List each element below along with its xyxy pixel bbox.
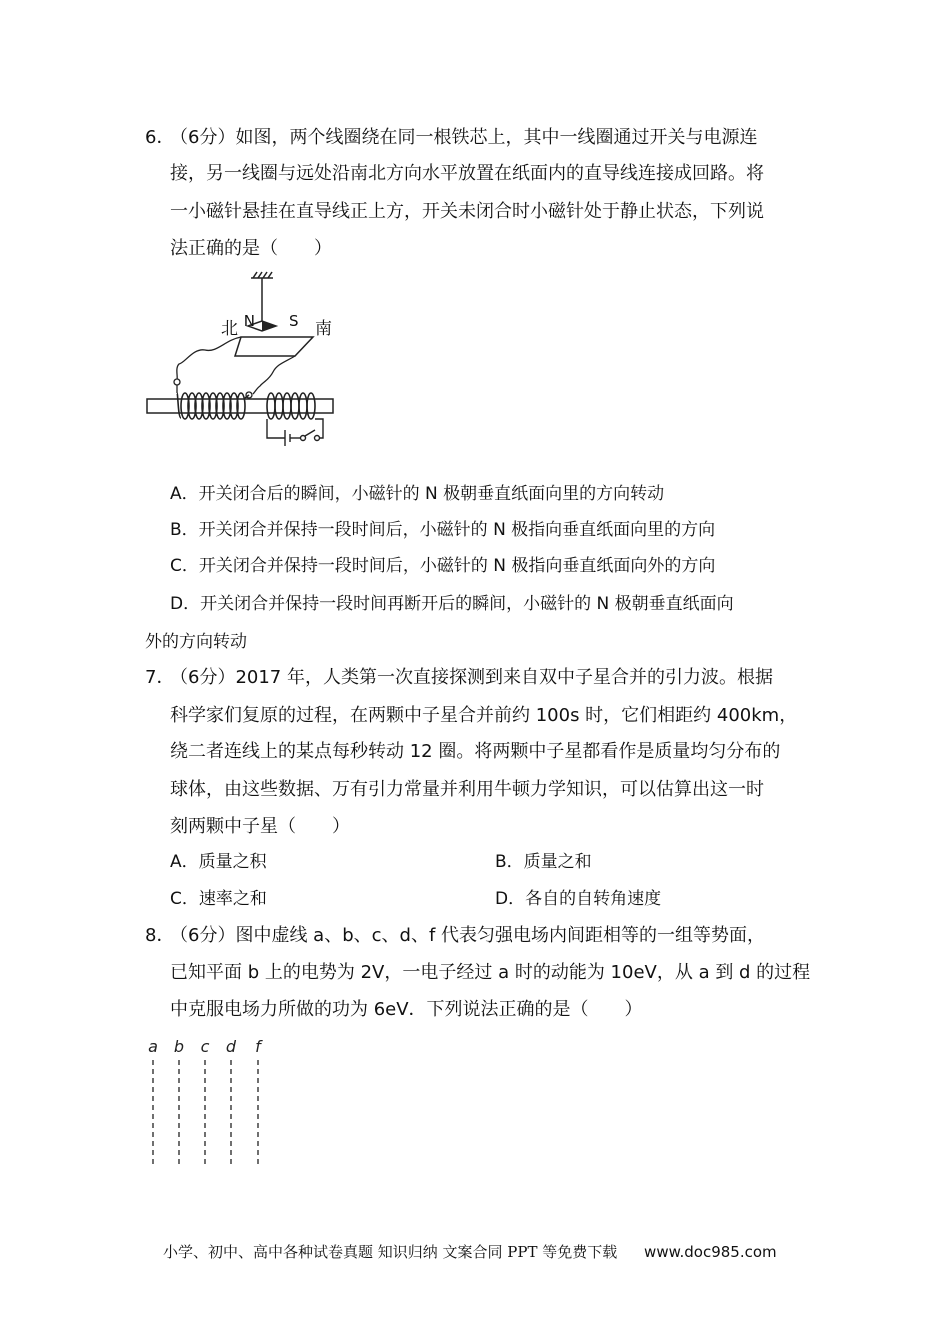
q7-option-b[interactable]: B．质量之和 <box>495 852 592 872</box>
footer-text: 小学、初中、高中各种试卷真题 知识归纳 文案合同 PPT 等免费下载 <box>163 1243 618 1261</box>
q8-line-2: 已知平面 b 上的电势为 2V，一电子经过 a 时的动能为 10eV，从 a 到 d 的过程 <box>170 962 811 983</box>
label-c: c <box>200 1037 210 1056</box>
q7-line-5: 刻两颗中子星（ ） <box>170 816 350 837</box>
q7-line-3: 绕二者连线上的某点每秒转动 12 圈。将两颗中子星都看作是质量均匀分布的 <box>170 741 781 762</box>
north-label: 北 <box>221 319 238 339</box>
battery-switch-circuit <box>267 419 323 446</box>
needle-s-label: S <box>289 312 299 330</box>
q7-option-c[interactable]: C．速率之和 <box>170 889 267 909</box>
q6-option-c[interactable]: C．开关闭合并保持一段时间后，小磁针的 N 极指向垂直纸面向外的方向 <box>170 556 716 576</box>
straight-wire <box>235 337 313 356</box>
q6-line-1: （6分）如图，两个线圈绕在同一根铁芯上，其中一线圈通过开关与电源连 <box>170 127 758 148</box>
q7-option-a[interactable]: A．质量之积 <box>170 852 267 872</box>
q6-option-d-continued: 外的方向转动 <box>145 632 247 652</box>
q6-line-3: 一小磁针悬挂在直导线正上方，开关未闭合时小磁针处于静止状态，下列说 <box>170 201 764 222</box>
ceiling-hatch <box>251 272 273 278</box>
q6-line-4: 法正确的是（ ） <box>170 238 332 259</box>
lead-wire-right <box>253 356 295 394</box>
iron-core <box>147 399 333 413</box>
south-label: 南 <box>315 319 332 339</box>
q6-option-d[interactable]: D．开关闭合并保持一段时间再断开后的瞬间，小磁针的 N 极朝垂直纸面向 <box>170 594 734 614</box>
q7-line-1: （6分）2017 年，人类第一次直接探测到来自双中子星合并的引力波。根据 <box>170 667 773 688</box>
q6-circuit-figure <box>145 268 345 458</box>
needle-n-label: N <box>243 312 255 330</box>
lead-wire-left <box>177 337 241 380</box>
q8-equipotential-figure <box>140 1036 280 1176</box>
right-coil <box>267 393 315 419</box>
footer-link[interactable]: www.doc985.com <box>644 1243 777 1261</box>
q8-number: 8． <box>145 925 175 946</box>
q6-line-2: 接，另一线圈与远处沿南北方向水平放置在纸面内的直导线连接成回路。将 <box>170 163 764 184</box>
q8-line-3: 中克服电场力所做的功为 6eV．下列说法正确的是（ ） <box>170 999 643 1020</box>
label-f: f <box>255 1037 261 1056</box>
q7-line-4: 球体，由这些数据、万有引力常量并利用牛顿力学知识，可以估算出这一时 <box>170 779 764 800</box>
label-a: a <box>148 1037 158 1056</box>
q6-option-a[interactable]: A．开关闭合后的瞬间，小磁针的 N 极朝垂直纸面向里的方向转动 <box>170 484 665 504</box>
q8-line-1: （6分）图中虚线 a、b、c、d、f 代表匀强电场内间距相等的一组等势面， <box>170 925 766 946</box>
q7-line-2: 科学家们复原的过程，在两颗中子星合并前约 100s 时，它们相距约 400km， <box>170 705 798 726</box>
label-b: b <box>173 1037 185 1056</box>
q7-option-d[interactable]: D．各自的自转角速度 <box>495 889 662 909</box>
q7-number: 7． <box>145 667 175 688</box>
label-d: d <box>225 1037 237 1056</box>
q6-number: 6． <box>145 127 175 148</box>
q6-option-b[interactable]: B．开关闭合并保持一段时间后，小磁针的 N 极指向垂直纸面向里的方向 <box>170 520 716 540</box>
page-footer <box>163 1242 777 1262</box>
